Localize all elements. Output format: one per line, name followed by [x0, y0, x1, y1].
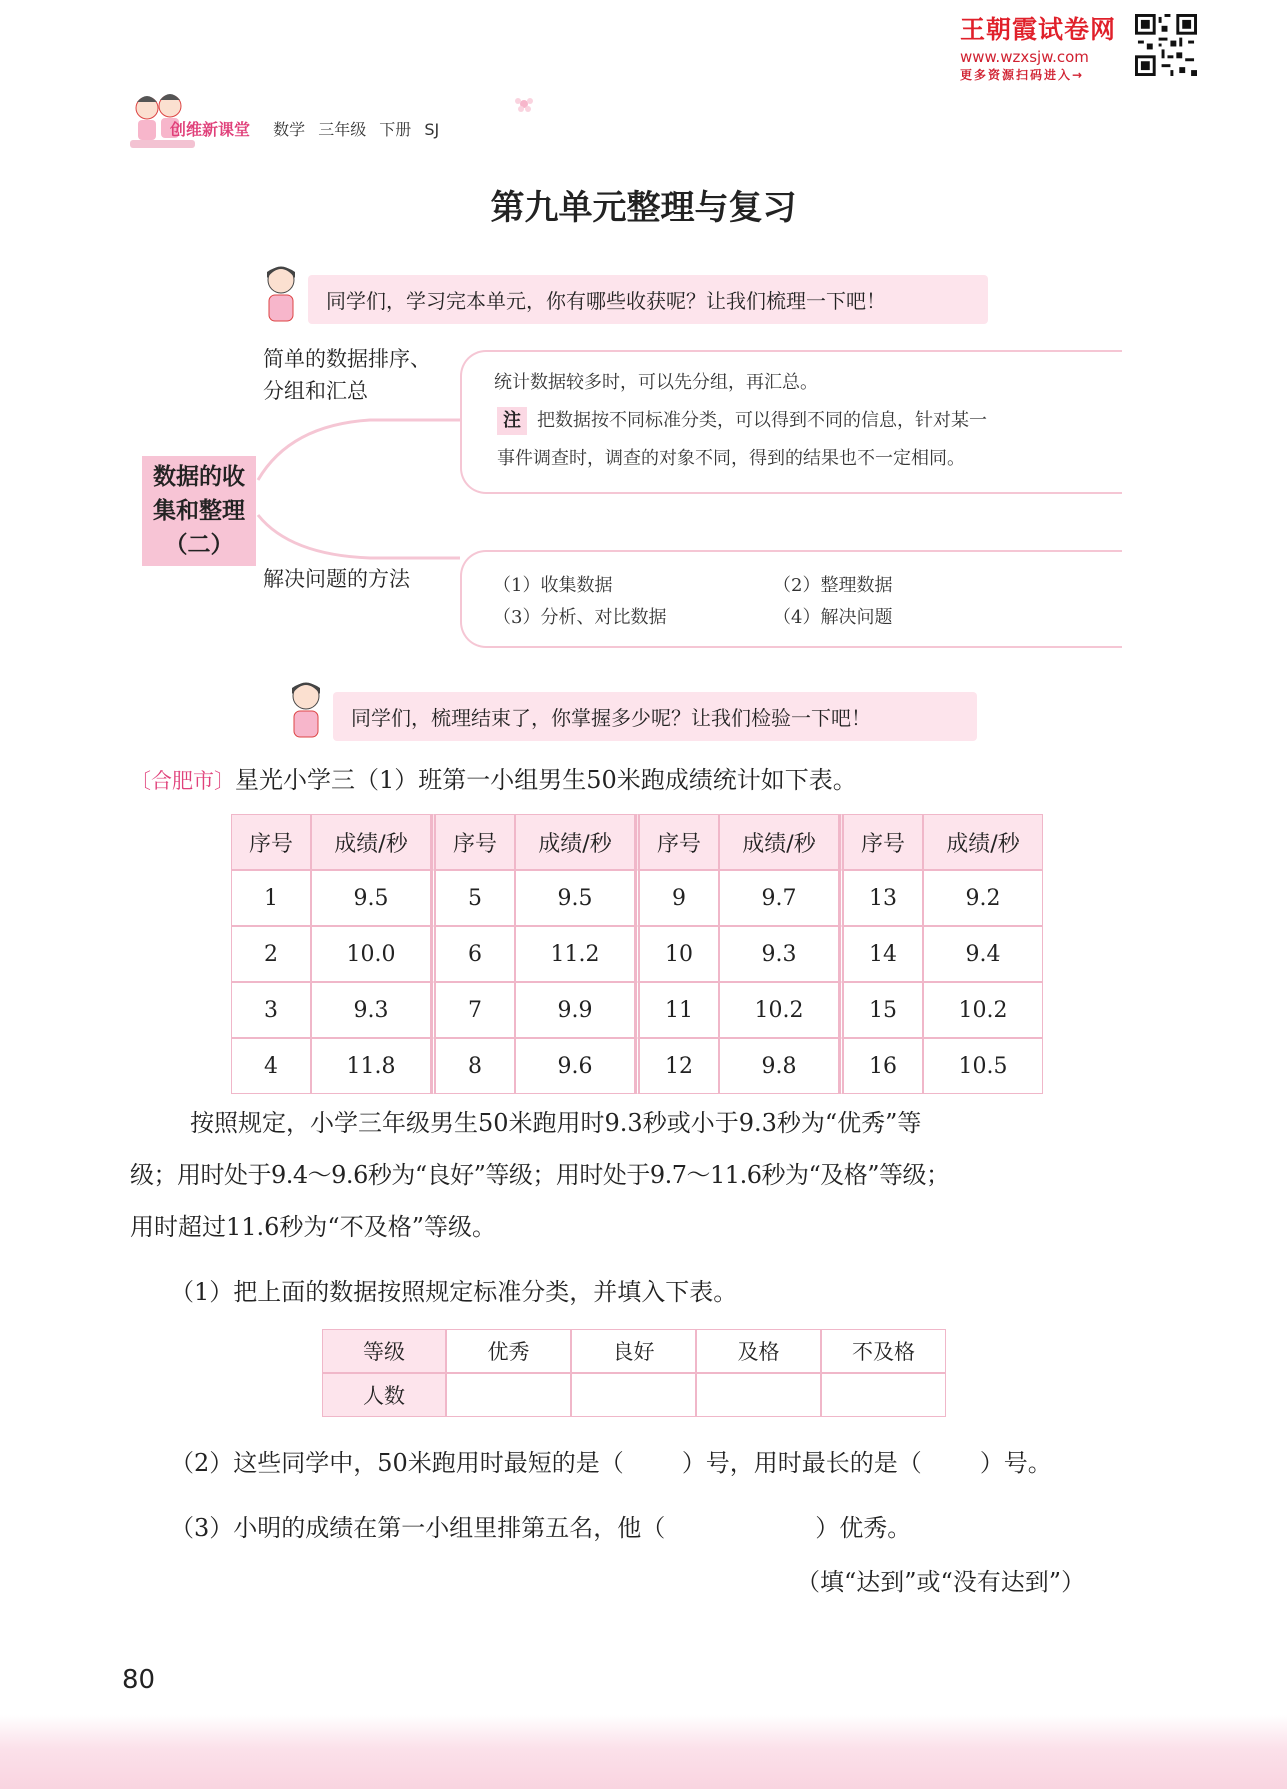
table-cell: 14 — [839, 926, 923, 982]
table-cell: 9.3 — [719, 926, 839, 982]
count-input-cell[interactable] — [446, 1373, 571, 1417]
teacher-avatar-icon — [255, 262, 307, 324]
table-cell: 10.2 — [923, 982, 1043, 1038]
table-cell: 9.9 — [515, 982, 635, 1038]
page-number: 80 — [122, 1665, 156, 1695]
note-tag: 注 — [497, 407, 527, 435]
table-cell: 16 — [839, 1038, 923, 1094]
table-cell: 13 — [839, 870, 923, 926]
table-cell: 4 — [231, 1038, 311, 1094]
grade-table — [322, 1329, 946, 1417]
review-banner: 同学们，学习完本单元，你有哪些收获呢？让我们梳理一下吧！ — [308, 275, 988, 324]
table-cell: 9.5 — [515, 870, 635, 926]
table-header-row — [231, 814, 1043, 870]
note-line: 事件调查时，调查的对象不同，得到的结果也不一定相同。 — [497, 448, 965, 469]
table-cell: 8 — [431, 1038, 515, 1094]
table-row — [231, 1038, 1043, 1094]
brand-url[interactable]: www.wzxsjw.com — [960, 48, 1089, 66]
brand-name: 王朝霞试卷网 — [960, 15, 1117, 44]
sorting-tip: 统计数据较多时，可以先分组，再汇总。 — [494, 372, 818, 393]
problem-intro-text: 星光小学三（1）班第一小组男生50米跑成绩统计如下表。 — [235, 766, 857, 794]
note-line: 把数据按不同标准分类，可以得到不同的信息，针对某一 — [537, 410, 987, 431]
table-cell: 11 — [635, 982, 719, 1038]
book-info: 数学 三年级 下册 SJ — [273, 120, 440, 139]
table-cell: 5 — [431, 870, 515, 926]
count-input-cell[interactable] — [571, 1373, 696, 1417]
count-label: 人数 — [322, 1373, 446, 1417]
count-row — [322, 1373, 946, 1417]
topic-line: （二） — [164, 532, 234, 558]
table-cell: 11.8 — [311, 1038, 431, 1094]
brand-block — [960, 10, 1130, 83]
table-cell: 9.2 — [923, 870, 1043, 926]
header-cell: 成绩/秒 — [923, 814, 1043, 870]
score-table — [231, 814, 1043, 1094]
header-cell: 序号 — [431, 814, 515, 870]
sorting-note — [462, 402, 1122, 440]
table-cell: 9.4 — [923, 926, 1043, 982]
teacher-avatar-icon — [280, 678, 332, 740]
topic-line: 集和整理 — [153, 498, 245, 524]
rule-line: 用时超过11.6秒为“不及格”等级。 — [130, 1213, 496, 1241]
question-1: （1）把上面的数据按照规定标准分类，并填入下表。 — [170, 1278, 738, 1306]
table-cell: 6 — [431, 926, 515, 982]
header-cell: 成绩/秒 — [311, 814, 431, 870]
table-cell: 7 — [431, 982, 515, 1038]
score-table-wrap — [231, 814, 1043, 1094]
problem-intro — [130, 754, 857, 807]
header-cell: 序号 — [635, 814, 719, 870]
table-cell: 10 — [635, 926, 719, 982]
table-cell: 11.2 — [515, 926, 635, 982]
table-cell: 10.2 — [719, 982, 839, 1038]
grade-name: 及格 — [696, 1329, 821, 1373]
qr-code-icon[interactable] — [1135, 14, 1197, 76]
branch-bubble-sorting — [460, 350, 1122, 494]
branch-label-method: 解决问题的方法 — [263, 567, 410, 591]
grade-name: 优秀 — [446, 1329, 571, 1373]
table-cell: 12 — [635, 1038, 719, 1094]
question-3 — [170, 1502, 911, 1554]
branch-label-line: 简单的数据排序、 — [263, 347, 431, 371]
grade-name: 不及格 — [821, 1329, 946, 1373]
table-cell: 10.0 — [311, 926, 431, 982]
table-cell: 9.3 — [311, 982, 431, 1038]
header-cell: 成绩/秒 — [719, 814, 839, 870]
footer-band — [0, 1715, 1287, 1789]
q3-hint: （填“达到”或“没有达到”） — [796, 1568, 1086, 1596]
q3-text: ）优秀。 — [815, 1514, 912, 1542]
q2-text: ）号，用时最长的是（ — [681, 1449, 922, 1477]
check-banner: 同学们，梳理结束了，你掌握多少呢？让我们检验一下吧！ — [333, 692, 977, 741]
header-cell: 序号 — [839, 814, 923, 870]
table-cell: 10.5 — [923, 1038, 1043, 1094]
table-cell: 3 — [231, 982, 311, 1038]
region-tag: 〔合肥市〕 — [130, 769, 235, 793]
count-input-cell[interactable] — [696, 1373, 821, 1417]
method-step: （2）整理数据 — [773, 575, 893, 596]
table-cell: 1 — [231, 870, 311, 926]
method-step: （4）解决问题 — [773, 607, 893, 628]
branch-bubble-method — [460, 550, 1122, 648]
question-2 — [170, 1437, 1052, 1489]
grade-header-row — [322, 1329, 946, 1373]
q3-text: （3）小明的成绩在第一小组里排第五名，他（ — [170, 1514, 666, 1542]
table-cell: 9.5 — [311, 870, 431, 926]
topic-line: 数据的收 — [153, 464, 245, 490]
series-name: 创维新课堂 — [170, 120, 251, 139]
method-step: （1）收集数据 — [493, 575, 613, 596]
mindmap-topic — [142, 456, 256, 566]
table-row — [231, 870, 1043, 926]
grade-table-wrap — [322, 1329, 946, 1417]
q2-text: ）号。 — [979, 1449, 1052, 1477]
grade-label: 等级 — [322, 1329, 446, 1373]
branch-label-sorting — [263, 343, 431, 407]
header-cell: 序号 — [231, 814, 311, 870]
page-header — [170, 117, 439, 140]
q2-text: （2）这些同学中，50米跑用时最短的是（ — [170, 1449, 624, 1477]
table-row — [231, 926, 1043, 982]
table-cell: 9 — [635, 870, 719, 926]
flower-decoration-icon — [512, 93, 536, 115]
table-cell: 9.8 — [719, 1038, 839, 1094]
brand-tagline: 更多资源扫码进入→ — [960, 68, 1085, 82]
rule-line: 级；用时处于9.4～9.6秒为“良好”等级；用时处于9.7～11.6秒为“及格”等级； — [130, 1161, 950, 1189]
method-step: （3）分析、对比数据 — [493, 607, 667, 628]
table-row — [231, 982, 1043, 1038]
header-cell: 成绩/秒 — [515, 814, 635, 870]
count-input-cell[interactable] — [821, 1373, 946, 1417]
table-cell: 2 — [231, 926, 311, 982]
rule-line: 按照规定，小学三年级男生50米跑用时9.3秒或小于9.3秒为“优秀”等 — [190, 1109, 922, 1137]
table-cell: 9.7 — [719, 870, 839, 926]
table-cell: 9.6 — [515, 1038, 635, 1094]
page-title: 第九单元整理与复习 — [490, 188, 797, 228]
table-cell: 15 — [839, 982, 923, 1038]
grade-name: 良好 — [571, 1329, 696, 1373]
branch-label-line: 分组和汇总 — [263, 379, 368, 403]
